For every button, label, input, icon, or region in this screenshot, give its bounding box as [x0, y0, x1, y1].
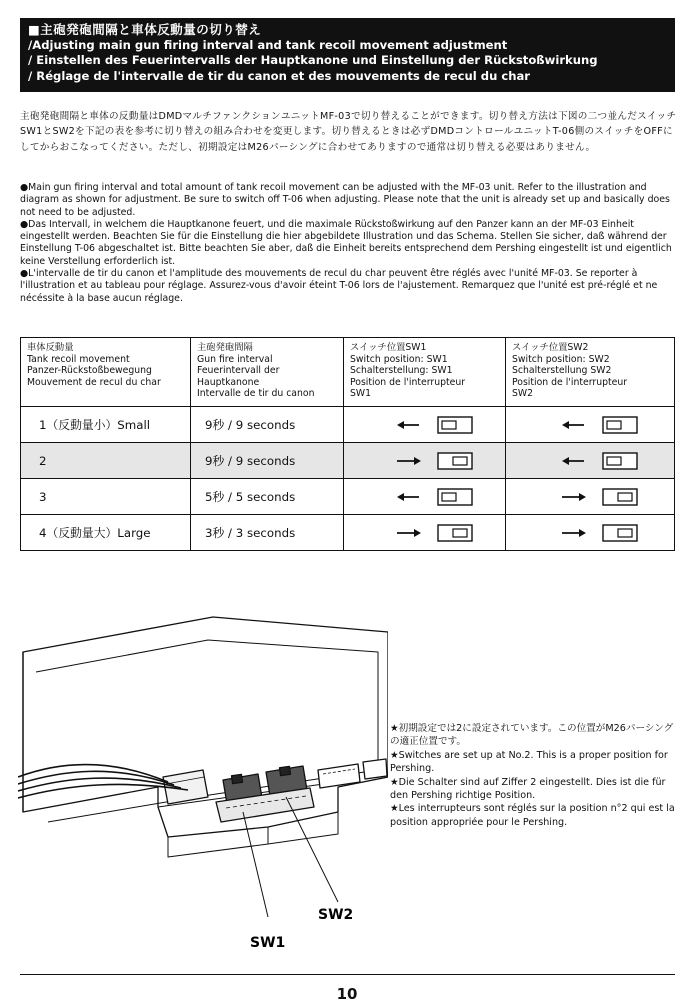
- recoil-cell: 1（反動量小）Small: [21, 407, 191, 443]
- header-title-fr: / Réglage de l'intervalle de tir du canon et des mouvements de recul du char: [28, 68, 531, 83]
- slide-switch-icon: [602, 452, 638, 470]
- slide-switch-icon: [437, 416, 473, 434]
- note-fr: ★Les interrupteurs sont réglés sur la position n°2 qui est la position appropriée pour le Pershing.: [390, 803, 675, 828]
- page-number: 10: [336, 985, 358, 1003]
- sw1-cell: [344, 515, 506, 551]
- sw2-cell: [506, 443, 675, 479]
- note-de: ★Die Schalter sind auf Ziffer 2 eingestellt. Dies ist die für den Pershing richtige Position.: [390, 776, 666, 802]
- sw1-cell: [344, 479, 506, 515]
- header-title-jp: ■主砲発砲間隔と車体反動量の切り替え: [28, 22, 262, 37]
- direction-arrow-icon: [560, 525, 588, 541]
- table-row: [21, 515, 675, 551]
- intro-en: ●Main gun firing interval and total amount of tank recoil movement can be adjusted with the MF-03 unit. Refer to the illustration and diagram as shown for adjustment. Be sure to switch off T-06 when adjusting. Please note that the unit is already set up and basically does not need to be adjusted.: [20, 182, 670, 218]
- mf03-unit-drawing: [18, 612, 388, 952]
- sw1-label: SW1: [250, 935, 286, 951]
- direction-arrow-icon: [395, 417, 423, 433]
- header-sw1: スイッチ位置SW1 Switch position: SW1 Schalterstellung: SW1 Position de l'interrupteur SW1: [344, 338, 506, 407]
- table-row: [21, 479, 675, 515]
- header-interval: 主砲発砲間隔 Gun fire interval Feuerintervall der Hauptkanone Intervalle de tir du canon: [191, 338, 344, 407]
- sw2-cell: [506, 479, 675, 515]
- table-header-row: [21, 338, 675, 407]
- slide-switch-icon: [437, 452, 473, 470]
- direction-arrow-icon: [395, 525, 423, 541]
- header-title-de: / Einstellen des Feuerintervalls der Hauptkanone und Einstellung der Rückstoßwirkung: [28, 53, 598, 67]
- intro-multilang: [20, 182, 680, 305]
- recoil-cell: 4（反動量大）Large: [21, 515, 191, 551]
- slide-switch-icon: [437, 524, 473, 542]
- sw2-cell: [506, 407, 675, 443]
- sw2-label: SW2: [318, 907, 354, 923]
- intro-jp: 主砲発砲間隔と車体の反動量はDMDマルチファンクションユニットMF-03で切り替えることができます。切り替え方法は下図の二つ並んだスイッチSW1とSW2を下記の表を参考に切り替えの組み合わせを変更します。切り替えるときは必ずDMDコントロールユニットT-06側のスイッチをOFFにしてからおこなってください。ただし、初期設定はM26パーシングに合わせてありますので通常は切り替える必要はありません。: [20, 111, 677, 153]
- direction-arrow-icon: [560, 453, 588, 469]
- note-jp: ★初期設定では2に設定されています。この位置がM26パーシングの適正位置です。: [390, 723, 674, 748]
- header-recoil: 車体反動量 Tank recoil movement Panzer-Rückstoßbewegung Mouvement de recul du char: [21, 338, 191, 407]
- recoil-cell: 3: [21, 479, 191, 515]
- direction-arrow-icon: [395, 453, 423, 469]
- interval-cell: 3秒 / 3 seconds: [191, 515, 344, 551]
- direction-arrow-icon: [395, 489, 423, 505]
- note-en: ★Switches are set up at No.2. This is a proper position for Pershing.: [390, 749, 668, 775]
- sw2-cell: [506, 515, 675, 551]
- recoil-cell: 2: [21, 443, 191, 479]
- direction-arrow-icon: [560, 489, 588, 505]
- table-row: [21, 407, 675, 443]
- header-sw2: スイッチ位置SW2 Switch position: SW2 Schalterstellung SW2 Position de l'interrupteur SW2: [506, 338, 675, 407]
- interval-cell: 9秒 / 9 seconds: [191, 443, 344, 479]
- intro-de: ●Das Intervall, in welchem die Hauptkanone feuert, und die maximale Rückstoßwirkung auf den Panzer kann an der MF-03 Einheit eingestellt werden. Beachten Sie für die Einstellung die hier abgebildete Illustration und das Schema. Stellen Sie sicher, daß während der Einstellung T-06 abgeschaltet ist. Bitte beachten Sie aber, daß die Einheit bereits entsprechend dem Pershing eingestellt ist und eigentlich keine Verstellung erforderlich ist.: [20, 218, 672, 267]
- direction-arrow-icon: [560, 417, 588, 433]
- interval-cell: 5秒 / 5 seconds: [191, 479, 344, 515]
- preset-notes: [390, 722, 682, 829]
- interval-cell: 9秒 / 9 seconds: [191, 407, 344, 443]
- table-row: [21, 443, 675, 479]
- sw1-cell: [344, 407, 506, 443]
- intro-fr: ●L'intervalle de tir du canon et l'amplitude des mouvements de recul du char peuvent être réglés avec l'unité MF-03. Se reporter à l'illustration et au tableau pour réglage. Assurez-vous d'avoir éteint T-06 lors de l'ajustement. Remarquez que l'unité est pré-réglé et ne nécéssite à la base aucun réglage.: [20, 268, 658, 304]
- slide-switch-icon: [437, 488, 473, 506]
- header-title-en: /Adjusting main gun firing interval and tank recoil movement adjustment: [28, 37, 508, 52]
- section-header: [20, 18, 675, 92]
- settings-table: [20, 337, 675, 551]
- slide-switch-icon: [602, 488, 638, 506]
- slide-switch-icon: [602, 524, 638, 542]
- footer-rule: [20, 974, 675, 975]
- sw1-cell: [344, 443, 506, 479]
- slide-switch-icon: [602, 416, 638, 434]
